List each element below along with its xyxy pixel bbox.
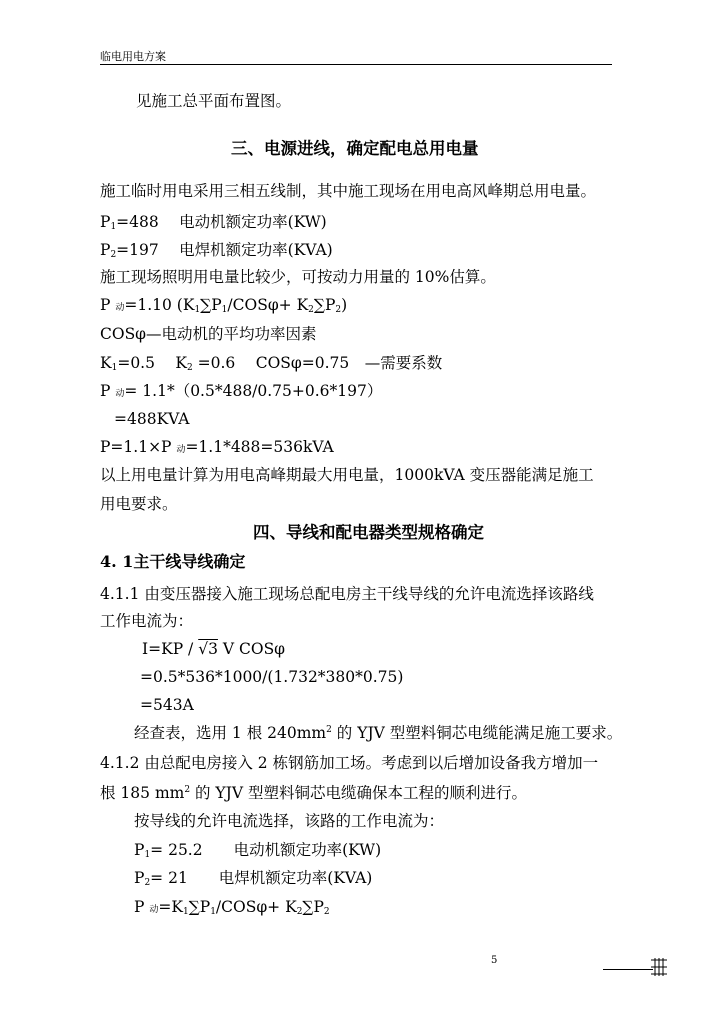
formula-p-dong-b [134,900,330,917]
text-line-17: 4.1.1 由变压器接入施工现场总配电房主干线导线的允许电流选择该路线 [100,585,594,603]
text-line-24 [100,786,527,802]
text-line-25: 按导线的允许电流选择，该路的工作电流为： [134,812,445,830]
text-line-1: 见施工总平面布置图。 [136,92,292,110]
subscript: 1 [182,907,189,917]
text-line-3: 施工临时用电采用三相五线制，其中施工现场在用电高风峰期总用电量。 [100,182,597,200]
text: V COSφ [217,640,286,658]
text: = 1.1*（0.5*488/0.75+0.6*197） [124,382,383,400]
text: =197 电焊机额定功率(KVA) [116,241,333,259]
text: 动 [176,445,186,455]
subscript: 1 [144,850,151,860]
text: ) [341,296,348,314]
section-heading-4: 四、导线和配电器类型规格确定 [253,523,484,542]
text: P [100,213,111,231]
formula-total [100,440,334,456]
superscript: 2 [326,725,332,735]
subscript: 1 [111,363,118,373]
text: ∑P [188,898,211,916]
text: P [134,869,145,887]
text: =0.6 COSφ=0.75 —需要系数 [192,354,443,372]
text-line-8: COSφ—电动机的平均功率因素 [100,325,317,343]
subscript: 2 [144,878,151,888]
subsection-heading: 4. 1主干线导线确定 [100,552,246,571]
text: P [134,898,150,916]
section-heading-3: 三、电源进线，确定配电总用电量 [231,139,479,158]
formula-p1 [100,215,327,232]
text: 动 [149,905,159,915]
superscript: 2 [184,785,191,795]
text: P [134,841,145,859]
formula-p-dong [100,298,347,315]
subscript: 2 [335,305,342,315]
text: =1.10 (K [124,296,195,314]
subscript: 1 [221,305,228,315]
text: 的 YJV 型塑料铜芯电缆能满足施工要求。 [331,724,623,742]
text: =1.1*488=536kVA [185,438,334,456]
text-line-18: 工作电流为： [100,612,194,630]
footer-decoration-icon [651,958,667,976]
text: P [100,241,111,259]
text-line-23: 4.1.2 由总配电房接入 2 栋钢筋加工场。考虑到以后增加设备我方增加一 [100,754,599,772]
text: P [100,296,116,314]
text: I=KP / [142,640,199,658]
text: = 25.2 电动机额定功率(KW) [150,841,382,859]
formula-result: =488KVA [114,410,190,428]
subscript: 2 [296,907,303,917]
formula-calc [100,384,382,400]
formula-p2-b [134,871,372,888]
page-header [100,44,612,65]
text: 动 [115,389,125,399]
subscript: 2 [110,250,117,260]
text-line-14: 用电要求。 [100,495,178,513]
formula-current-result: =543A [140,696,194,714]
text: 的 YJV 型塑料铜芯电缆确保本工程的顺利进行。 [190,784,528,802]
text: /COSφ+ K [227,296,309,314]
text: 动 [115,303,125,313]
subscript: 2 [186,363,193,373]
subscript: 2 [308,305,314,315]
formula-current [142,642,285,658]
text: K [100,354,112,372]
text: = 21 电焊机额定功率(KVA) [150,869,373,887]
text: ∑P [200,296,222,314]
page-number: 5 [491,955,498,966]
text: =K [158,898,183,916]
formula-p1-b [134,843,381,860]
text: P [100,382,116,400]
text: /COSφ+ K [215,898,297,916]
text: 根 185 mm [100,784,185,802]
text: =0.5 K [117,354,187,372]
text: 经查表，选用 1 根 240mm [134,724,327,742]
subscript: 2 [323,907,330,917]
footer-rule [603,969,653,970]
text: ∑P [313,296,336,314]
subscript: 1 [194,305,201,315]
subscript: 1 [210,907,216,917]
text: P=1.1×P [100,438,177,456]
subscript: 1 [110,222,117,232]
formula-k [100,356,442,373]
text-line-6: 施工现场照明用电量比较少，可按动力用量的 10%估算。 [100,268,496,286]
text: ∑P [302,898,324,916]
formula-p2 [100,243,333,260]
header-title: 临电用电方案 [100,50,166,63]
text-line-13: 以上用电量计算为用电高峰期最大用电量，1000kVA 变压器能满足施工 [100,466,594,484]
text: =488 电动机额定功率(KW) [116,213,327,231]
text-line-22 [134,726,622,742]
sqrt-term: √3 [198,640,218,658]
formula-current-calc: =0.5*536*1000/(1.732*380*0.75) [140,668,404,686]
